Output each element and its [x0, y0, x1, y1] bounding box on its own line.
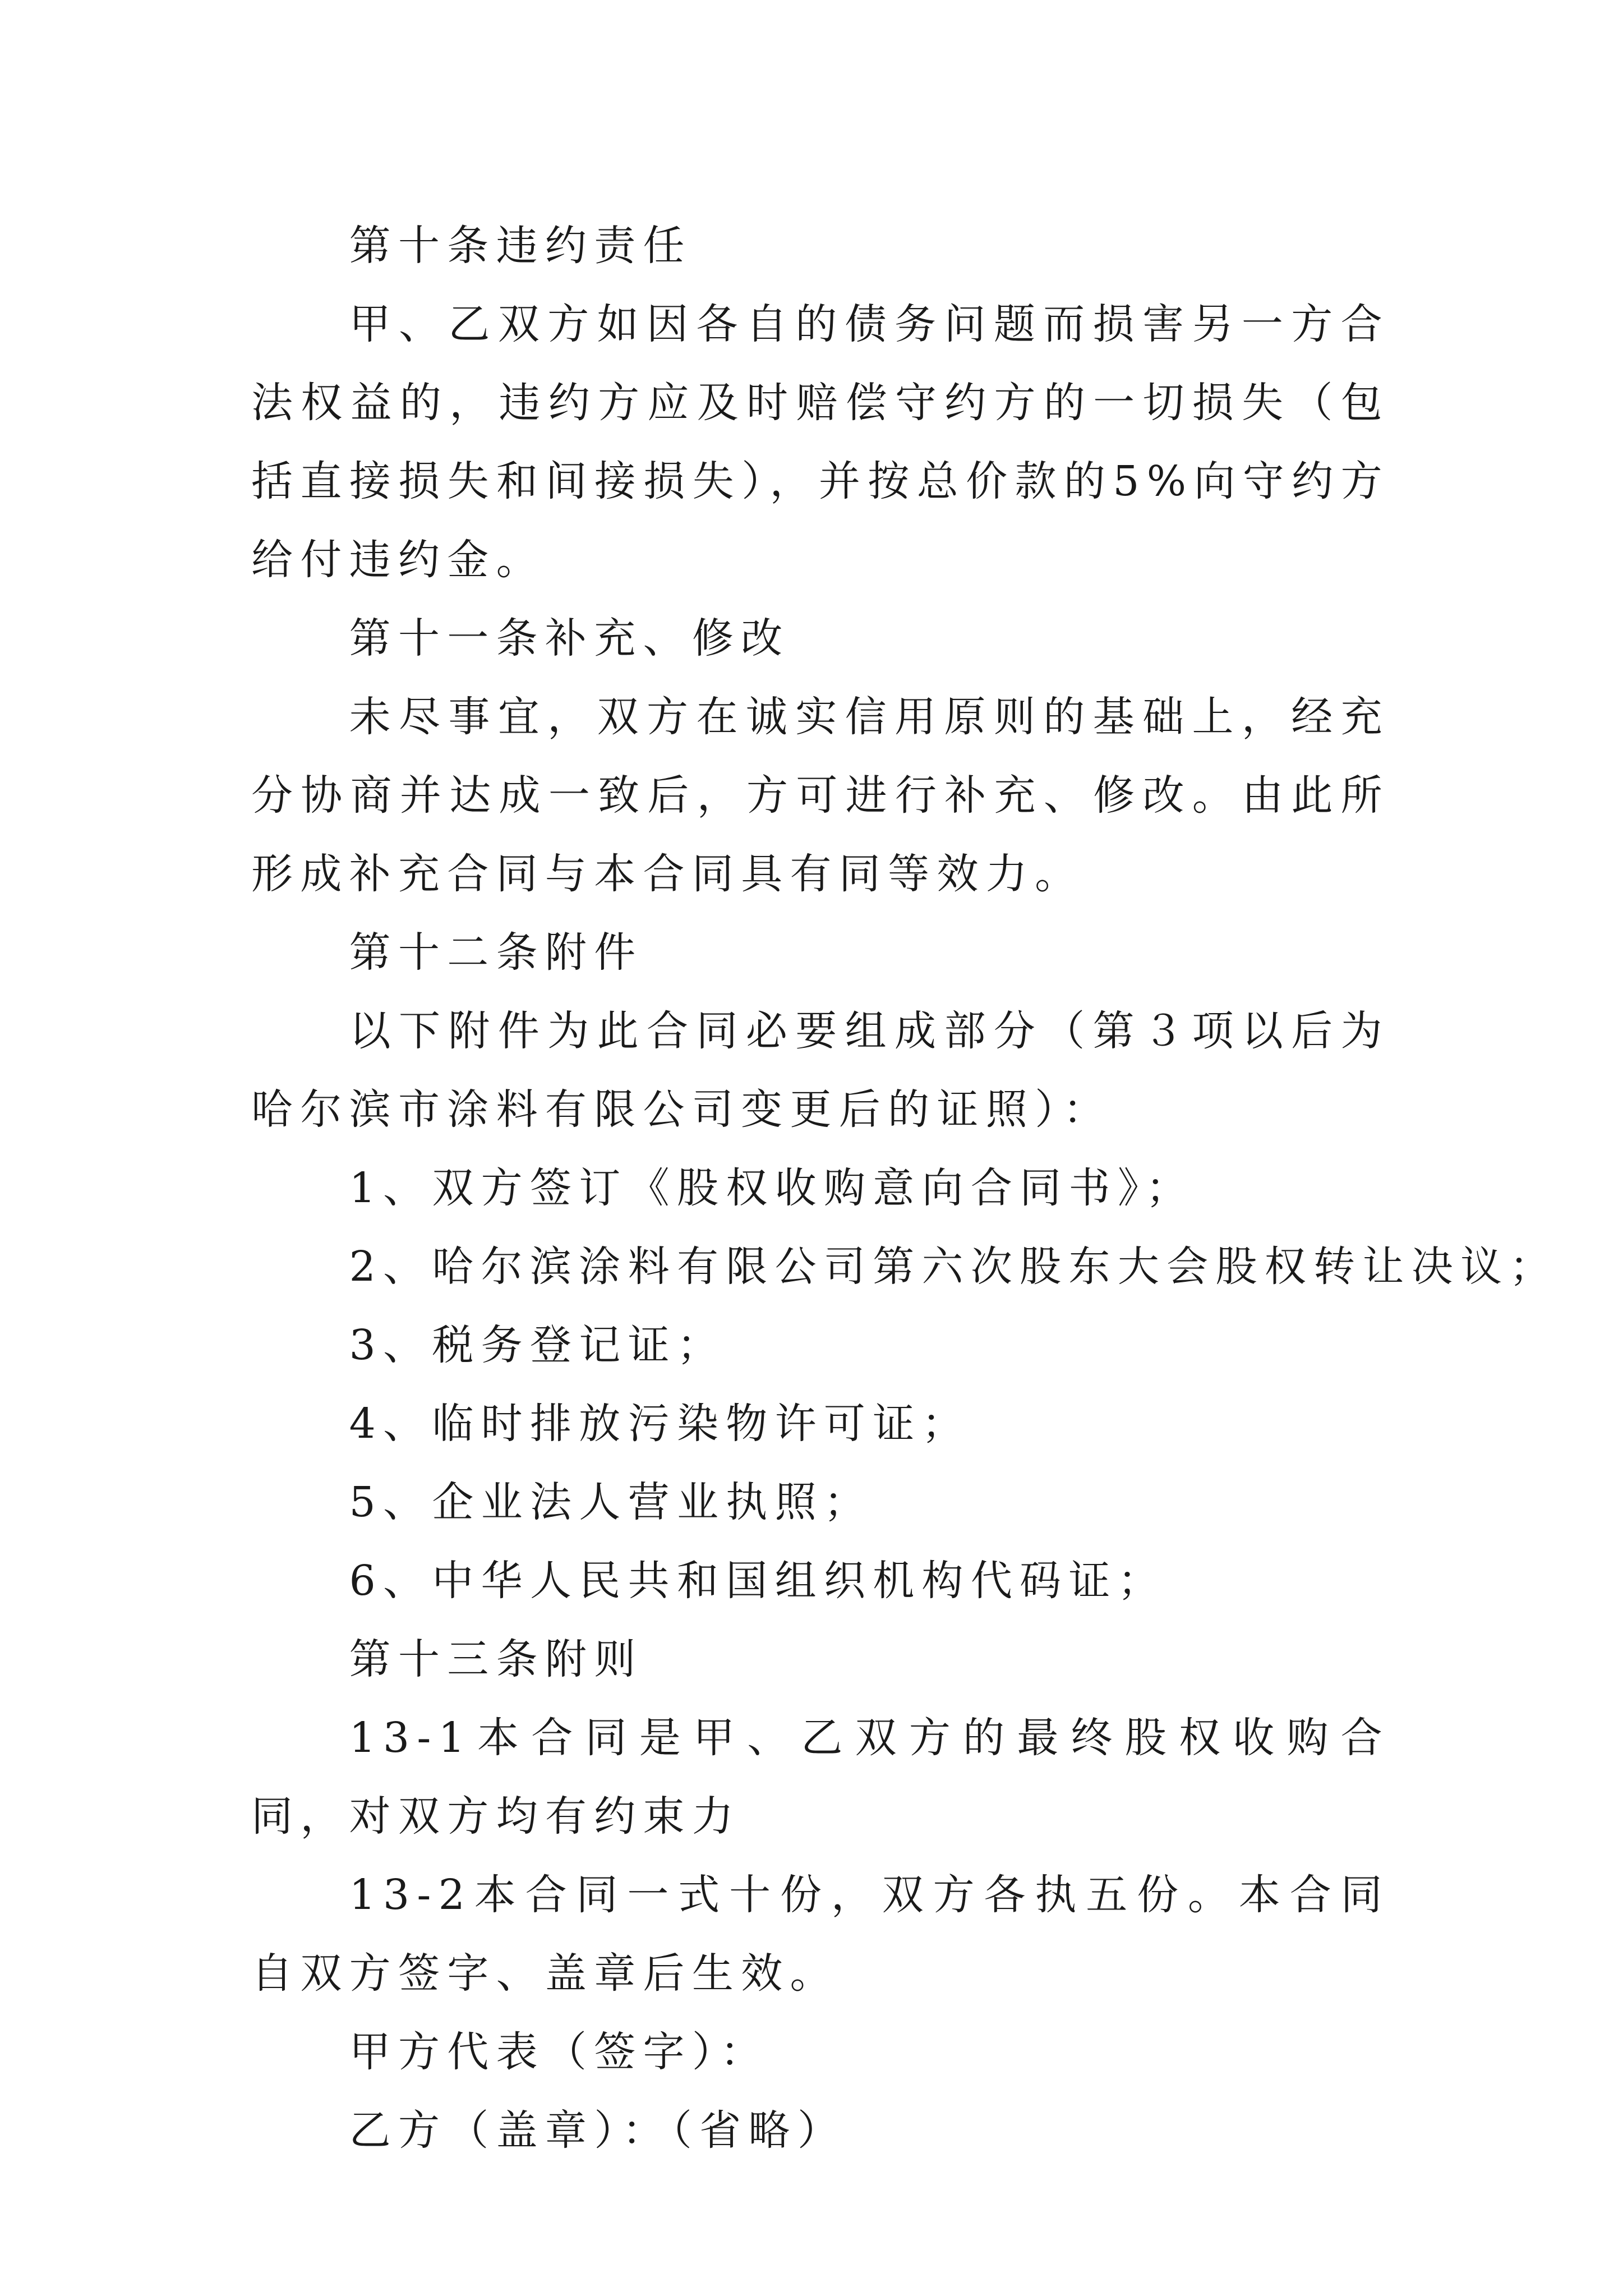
attachment-item-2: 2、哈尔滨涂料有限公司第六次股东大会股权转让决议；	[349, 1243, 1559, 1291]
attachment-item-1: 1、双方签订《股权收购意向合同书》；	[349, 1164, 1195, 1212]
party-a-signature-line: 甲方代表（签字）：	[349, 2028, 769, 2076]
attachment-item-3: 3、税务登记证；	[349, 1321, 726, 1369]
article-11-text: 未尽事宜，双方在诚实信用原则的基础上，经充分协商并达成一致后，方可进行补充、修改。由此所形成补充合同与本合同具有同等效力。	[251, 693, 1390, 898]
attachment-item-4: 4、临时排放污染物许可证；	[349, 1400, 971, 1448]
attachment-item-6: 6、中华人民共和国组织机构代码证；	[349, 1557, 1167, 1605]
attachment-item-5: 5、企业法人营业执照；	[349, 1478, 873, 1526]
article-12-text: 以下附件为此合同必要组成部分（第３项以后为哈尔滨市涂料有限公司变更后的证照）：	[251, 1007, 1390, 1134]
article-10-heading: 第十条违约责任	[349, 222, 692, 270]
article-10-text: 甲、乙双方如因各自的债务问题而损害另一方合法权益的，违约方应及时赔偿守约方的一切损失（包括直接损失和间接损失），并按总价款的5%向守约方给付违约金。	[251, 300, 1390, 584]
article-13-heading: 第十三条附则	[349, 1635, 643, 1683]
contract-body	[251, 206, 1559, 2170]
party-b-seal-line: 乙方（盖章）：（省略）	[349, 2106, 847, 2155]
article-11-heading: 第十一条补充、修改	[349, 614, 790, 662]
clause-13-2: 13-2本合同一式十份，双方各执五份。本合同自双方签字、盖章后生效。	[251, 1871, 1390, 1998]
article-12-heading: 第十二条附件	[349, 928, 643, 977]
clause-13-1: 13-1本合同是甲、乙双方的最终股权收购合同，对双方均有约束力	[251, 1714, 1390, 1841]
